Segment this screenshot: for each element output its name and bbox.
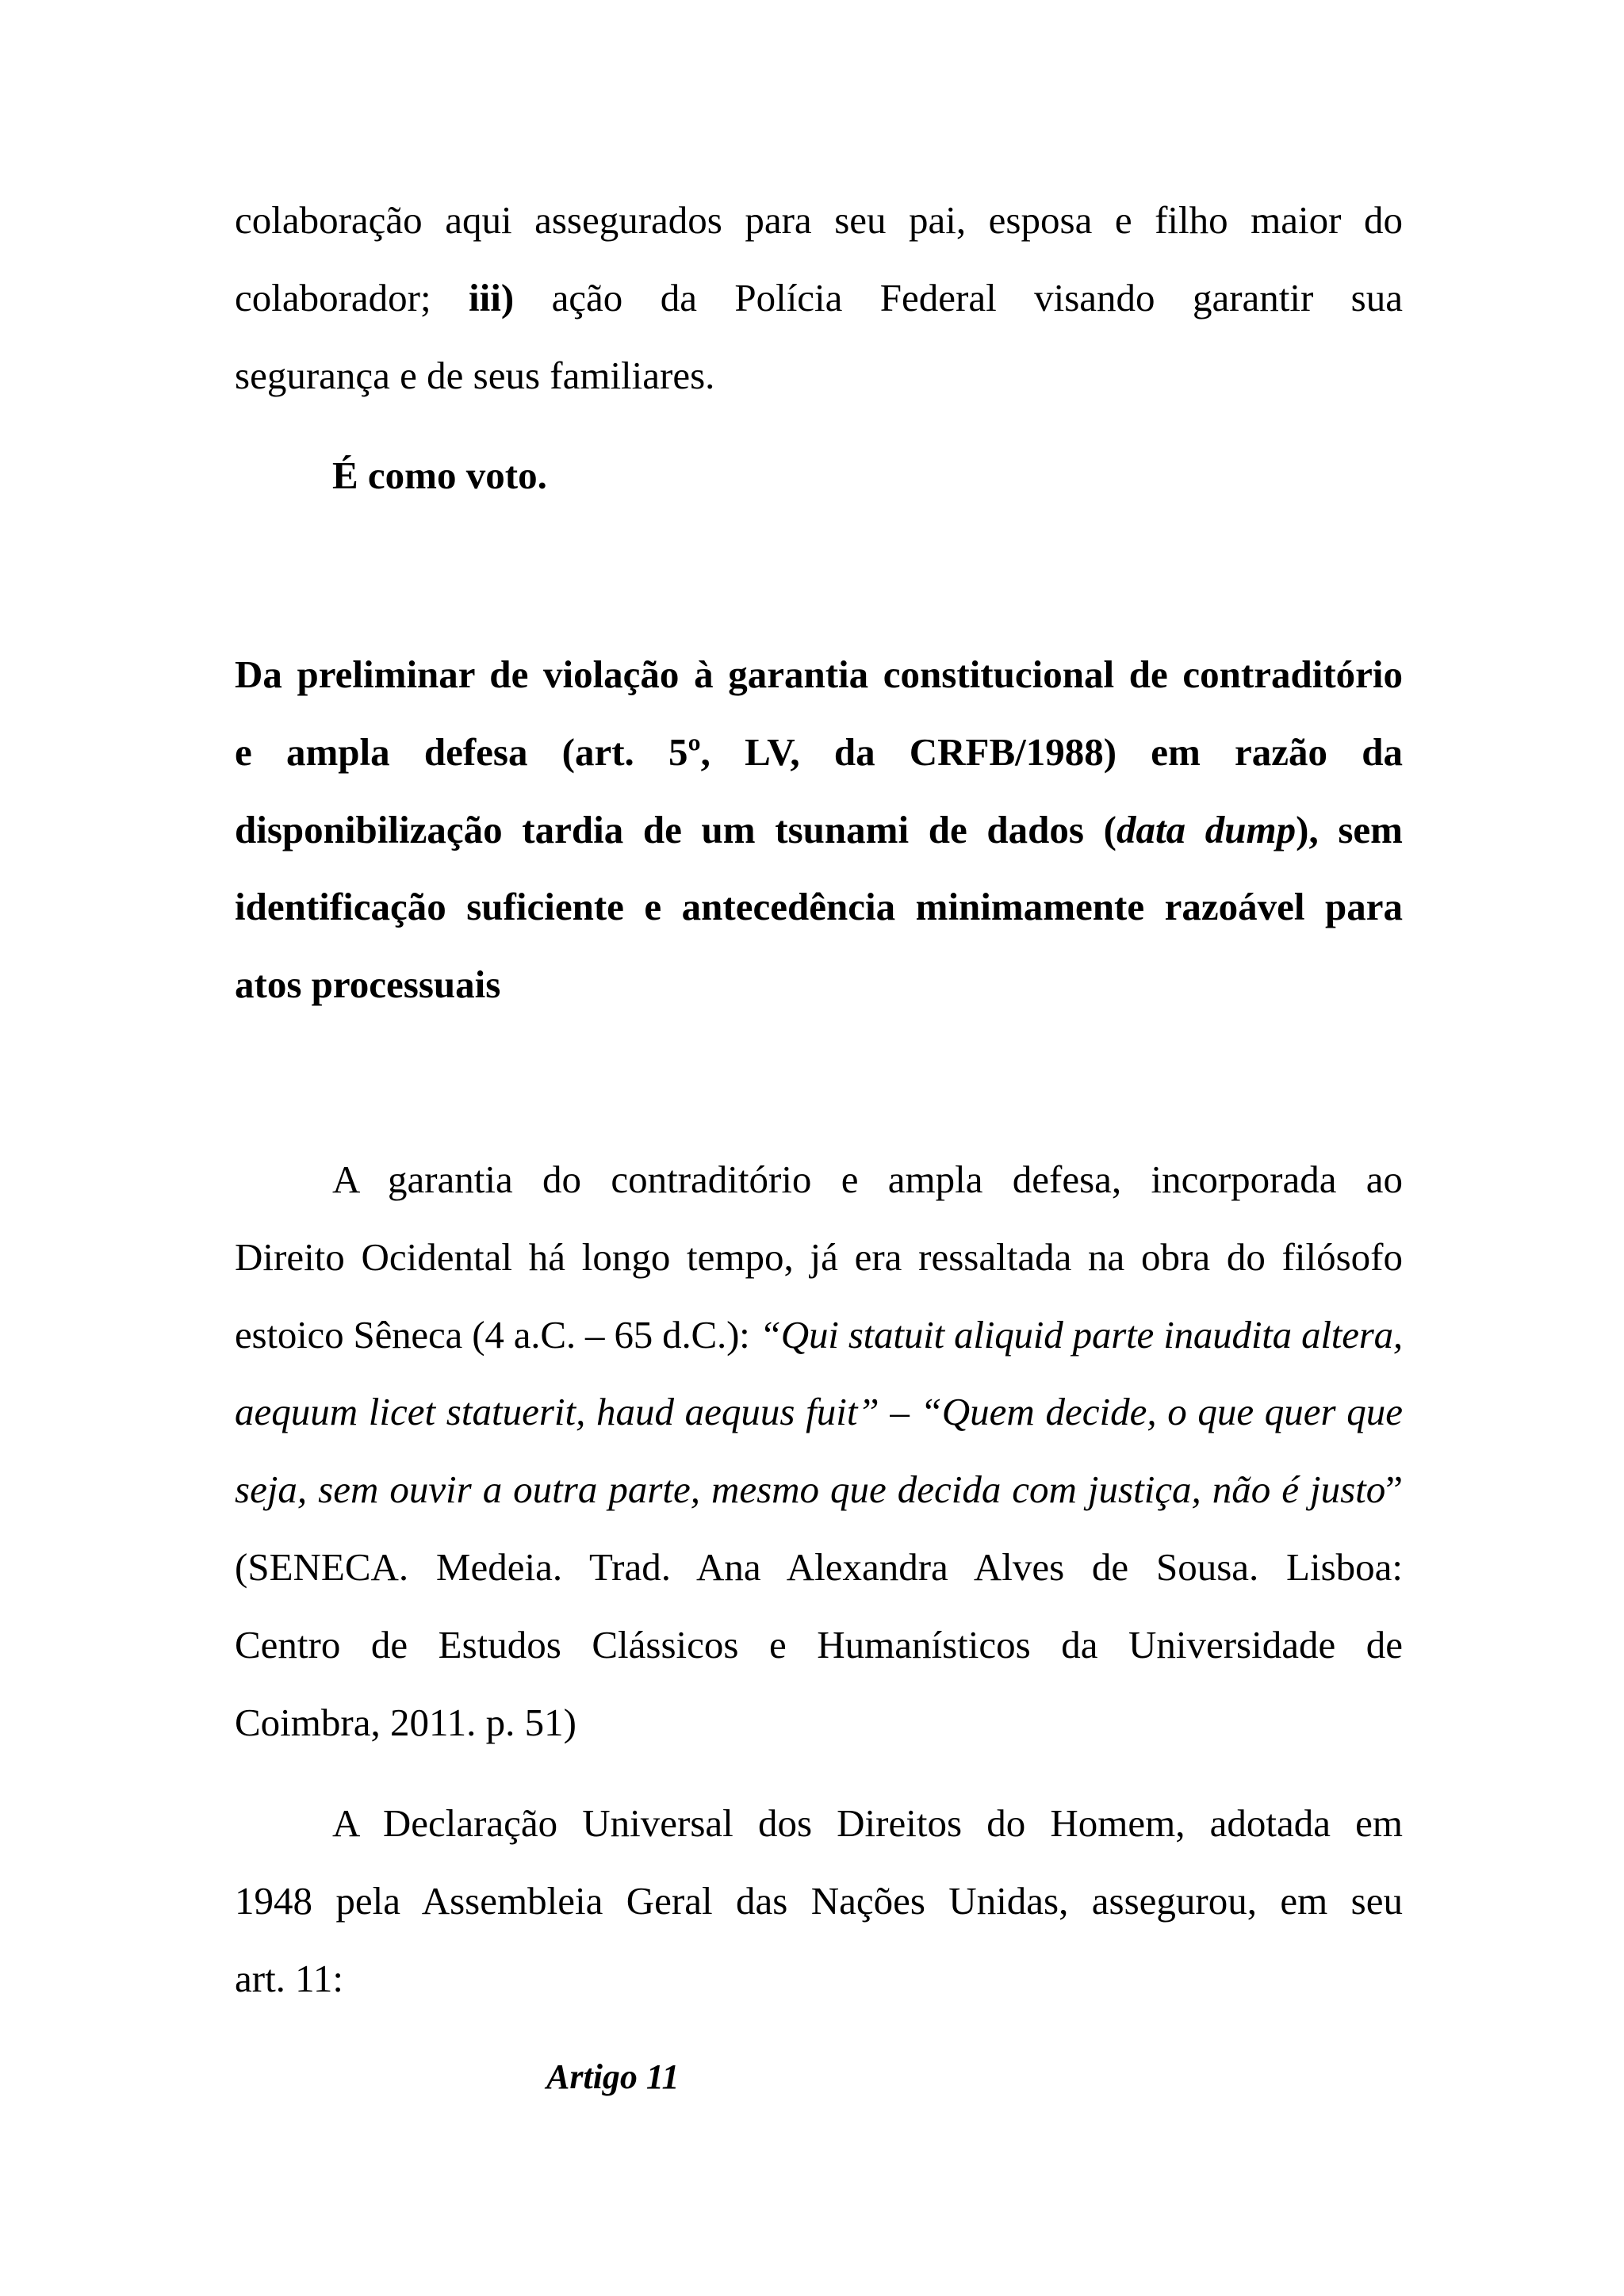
emphasized-term: data dump: [1116, 807, 1297, 851]
text-segment: –: [890, 1390, 910, 1434]
paragraph-continuation: [235, 182, 1403, 414]
paragraph-seneca: [235, 1141, 1403, 1761]
text-line: 1948 pela Assembleia Geral das Nações Unidas, assegurou, em seu: [235, 1878, 1403, 1923]
text-line: [235, 1296, 1403, 1374]
latin-quotation: aequum licet statuerit, haud aequus fuit”: [235, 1390, 879, 1434]
text-line: Centro de Estudos Clássicos e Humanísticos da Universidade de: [235, 1622, 1403, 1667]
text-segment: colaborador;: [235, 275, 431, 320]
list-marker: iii): [469, 275, 515, 320]
paragraph-udhr: [235, 1785, 1403, 2017]
text-line: Coimbra, 2011. p. 51): [235, 1700, 576, 1744]
text-line: [235, 259, 1403, 337]
vote-statement: É como voto.: [332, 453, 547, 497]
quotation-translation: seja, sem ouvir a outra parte, mesmo que decida com justiça, não é justo: [235, 1468, 1386, 1512]
text-segment: ), sem: [1296, 807, 1403, 851]
quotation-translation: “Quem decide, o que quer que: [920, 1390, 1403, 1434]
heading-line: e ampla defesa (art. 5º, LV, da CRFB/1988) em razão da: [235, 729, 1403, 774]
text-segment: disponibilização tardia de um tsunami de dados (: [235, 807, 1116, 851]
heading-line: [235, 791, 1403, 869]
latin-quotation: “Qui statuit aliquid parte inaudita altera,: [759, 1312, 1403, 1357]
text-segment: ”: [1385, 1468, 1403, 1512]
text-line: [235, 1451, 1403, 1529]
text-line: Direito Ocidental há longo tempo, já era ressaltada na obra do filósofo: [235, 1234, 1403, 1279]
text-line: segurança e de seus familiares.: [235, 353, 715, 397]
article-heading: Artigo 11: [546, 2057, 680, 2096]
text-line: (SENECA. Medeia. Trad. Ana Alexandra Alves de Sousa. Lisboa:: [235, 1544, 1403, 1589]
text-line: colaboração aqui assegurados para seu pai, esposa e filho maior do: [235, 198, 1403, 242]
section-heading: [235, 636, 1403, 1024]
heading-line: atos processuais: [235, 962, 501, 1007]
text-line: [235, 1373, 1403, 1451]
text-line: art. 11:: [235, 1956, 343, 2000]
text-line: A Declaração Universal dos Direitos do Homem, adotada em: [332, 1801, 1403, 1845]
heading-line: identificação suficiente e antecedência minimamente razoável para: [235, 885, 1403, 929]
heading-line: Da preliminar de violação à garantia constitucional de contraditório: [235, 652, 1403, 696]
text-line: A garantia do contraditório e ampla defesa, incorporada ao: [332, 1158, 1403, 1201]
text-segment: estoico Sêneca (4 a.C. – 65 d.C.):: [235, 1312, 750, 1357]
text-segment: ação da Polícia Federal visando garantir sua: [551, 275, 1404, 320]
